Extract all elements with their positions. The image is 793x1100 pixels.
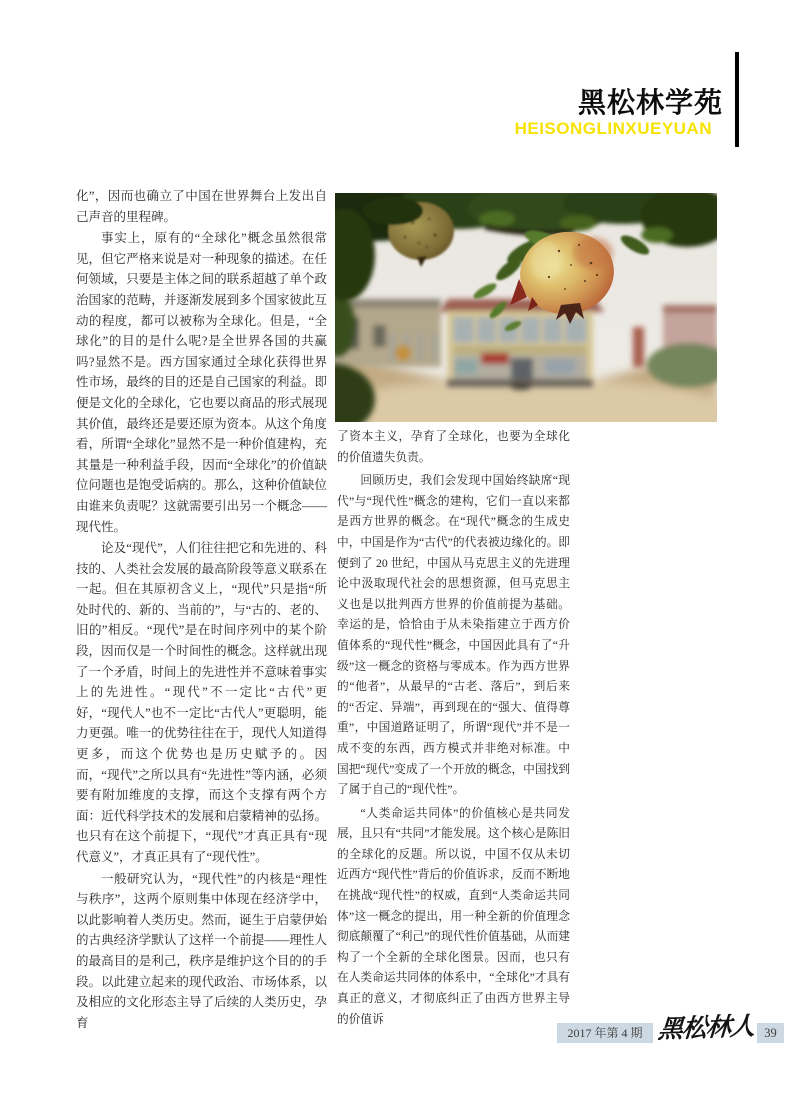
paragraph: 化”，因而也确立了中国在世界舞台上发出自己声音的里程碑。: [76, 189, 327, 224]
paragraph: 了资本主义，孕育了全球化，也要为全球化的价值遗失负责。: [337, 430, 570, 464]
article-column-left: [76, 186, 327, 1033]
journal-logo-calligraphy: 黑松林人: [657, 1013, 755, 1044]
paragraph: 论及“现代”，人们往往把它和先进的、科技的、人类社会发展的最高阶段等意义联系在一起。但在其原初含义上，“现代”只是指“所处时代的、新的、当前的”，与“古的、老的、旧的”相反。“现代”是在时间序列中的某个阶段，因而仅是一个时间性的概念。这样就出现了一个矛盾，时间上的先进性并不意味着事实上的先进性。“现代”不一定比“古代”更好，“现代人”也不一定比“古代人”更聪明，能力更强。唯一的优势往往在于，现代人知道得更多，而这个优势也是历史赋予的。因而，“现代”之所以具有“先进性”等内涵，必须要有附加维度的支撑，而这个支撑有两个方面：近代科学技术的发展和启蒙精神的弘扬。也只有在这个前提下，“现代”才真正具有“现代意义”，才真正具有了“现代性”。: [76, 541, 327, 864]
footer-issue-label: 2017 年第 4 期: [557, 1023, 653, 1043]
photo-illustration: [335, 193, 717, 422]
paragraph: “人类命运共同体”的价值核心是共同发展，且只有“共同”才能发展。这个核心是陈旧的全球化的反题。所以说，中国不仅从未切近西方“现代性”背后的价值诉求，反而不断地在挑战“现代性”的权威，直到“人类命运共同体”这一概念的提出，用一种全新的价值理念彻底颠覆了“利己”的现代性价值基础，从而建构了一个全新的全球化图景。因而，也只有在人类命运共同体的体系中，“全球化”才具有真正的意义，才彻底纠正了由西方世界主导的价值诉: [337, 806, 570, 1026]
paragraph: 回顾历史，我们会发现中国始终缺席“现代”与“现代性”概念的建构，它们一直以来都是西方世界的概念。在“现代”概念的生成史中，中国是作为“古代”的代表被边缘化的。即便到了 20 世纪，中国从马克思主义的先进理论中汲取现代社会的思想资源，但马克思主义也是以批判西方世界的价值前提为基础。幸运的是，恰恰由于从未染指建立于西方价值体系的“现代性”概念，中国因此具有了“升级”这一概念的资格与零成本。作为西方世界的“他者”，从最早的“古老、落后”，到后来的“否定、异端”，再到现在的“强大、值得尊重”，中国道路证明了，所谓“现代”并不是一成不变的东西，西方模式并非绝对标准。中国把“现代”变成了一个开放的概念，中国找到了属于自己的“现代性”。: [337, 474, 570, 797]
section-subtitle-pinyin: HEISONGLINXUEYUAN: [514, 119, 712, 138]
footer-page-number: 39: [757, 1023, 784, 1043]
header-vertical-bar: [735, 52, 739, 147]
section-title: 黑松林学苑: [577, 87, 723, 118]
article-column-right: [337, 427, 570, 1030]
paragraph: 事实上，原有的“全球化”概念虽然很常见，但它严格来说是对一种现象的描述。在任何领域，只要是主体之间的联系超越了单个政治国家的范畴，并逐渐发展到多个国家彼此互动的程度，都可以被称为全球化。但是，“全球化”的目的是什么呢?是全世界各国的共赢吗?显然不是。西方国家通过全球化获得世界性市场，最终的目的还是自己国家的利益。即便是文化的全球化，它也要以商品的形式展现其价值，最终还是要还原为资本。从这个角度看，所谓“全球化”显然不是一种价值建构，充其量是一种利益手段，因而“全球化”的价值缺位问题也是饱受诟病的。那么，这种价值缺位由谁来负责呢？这就需要引出另一个概念——现代性。: [76, 231, 327, 534]
paragraph: 一般研究认为，“现代性”的内核是“理性与秩序”，这两个原则集中体现在经济学中，以此影响着人类历史。然而，诞生于启蒙伊始的古典经济学默认了这样一个前提——理性人的最高目的是利己，秩序是维护这个目的的手段。以此建立起来的现代政治、市场体系，以及相应的文化形态主导了后续的人类历史，孕育: [76, 871, 327, 1030]
article-photo-pomegranate-school: [335, 193, 717, 422]
